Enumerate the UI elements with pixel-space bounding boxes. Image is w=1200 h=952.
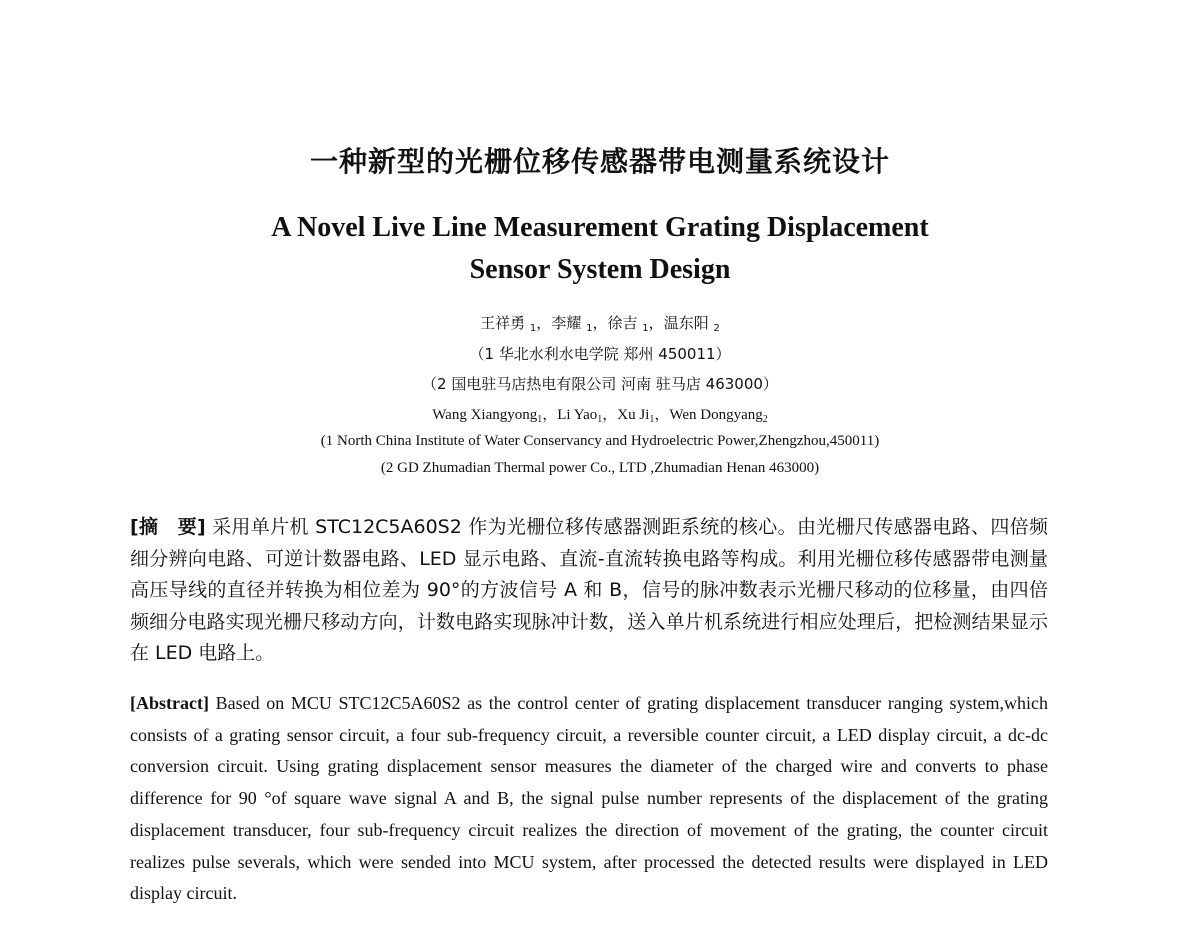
paper-title-chinese: 一种新型的光栅位移传感器带电测量系统设计 [309, 145, 890, 178]
affiliation-english-1: (1 North China Institute of Water Conservancy and Hydroelectric Power,Zhengzhou,450011) [320, 433, 880, 449]
author-en-3: Xu $Ji_1$ [617, 407, 655, 425]
abstract-english-label: [Abstract] [130, 693, 209, 713]
author-en-4: Wen Dongyang$_2$ [669, 407, 768, 425]
abstract-english-text: Based on MCU STC12C5A60S2 as the control center of grating displacement transducer ranging system,which consists of a grating sensor circuit, a four sub-frequency circuit, a reversible counter circuit, a LED display circuit, a dc-dc conversion circuit. Using grating displacement sensor measures the diameter of the charged wire and converts to phase difference for 90 °of square wave signal A and B, the signal pulse number represents of the displacement of the grating displacement transducer, four sub-frequency circuit realizes the direction of movement of the grating, the counter circuit realizes pulse severals, which were sended into MCU system, after processed the detected results were displayed in LED display circuit. [130, 693, 1048, 904]
authors-chinese: 王祥勇 $_1$，李耀 $_1$，徐吉 $_1$，温东阳 $_2$ [480, 314, 720, 334]
author-en-2: Li Yao$_1$ [557, 407, 603, 425]
author-en-1: Wang Xiangyong$_1$ [432, 407, 543, 425]
abstract-chinese-text: 采用单片机 STC12C5A60S2 作为光栅位移传感器测距系统的核心。由光栅尺传感器电路、四倍频细分辨向电路、可逆计数器电路、LED 显示电路、直流-直流转换电路等构成。利用光栅位移传感器带电测量高压导线的直径并转换为相位差为 90°的方波信号 A 和 B，信号的脉冲数表示光栅尺移动的位移量，由四倍频细分电路实现光栅尺移动方向，计数电路实现脉冲计数，送入单片机系统进行相应处理后，把检测结果显示在 LED 电路上。 [130, 516, 1048, 664]
author-cn-4: 温东阳 $_2$ [663, 314, 720, 334]
affiliation-chinese-2: （2 国电驻马店热电有限公司 河南 驻马店 463000） [422, 375, 778, 393]
author-cn-2: 李耀 $_1$ [551, 314, 593, 334]
author-cn-3: 徐吉 $_1$ [607, 314, 649, 334]
affiliation-english-2: (2 GD Zhumadian Thermal power Co., LTD ,Zhumadian Henan 463000) [380, 460, 820, 476]
authors-english: Wang Xiangyong$_1$，Li Yao$_1$，Xu $Ji_1$，Wen Dongyang$_2$ [432, 407, 768, 425]
paper-title-english-line-2: Sensor System Design [469, 254, 731, 285]
author-cn-1: 王祥勇 $_1$ [480, 314, 537, 334]
abstract-chinese [130, 512, 1048, 670]
abstract-chinese-label: [摘 要] [130, 516, 206, 538]
paper-title-english-line-1: A Novel Live Line Measurement Grating Displacement [271, 212, 929, 243]
abstract-english [130, 688, 1048, 910]
affiliation-chinese-1: （1 华北水利水电学院 郑州 450011） [469, 345, 731, 363]
